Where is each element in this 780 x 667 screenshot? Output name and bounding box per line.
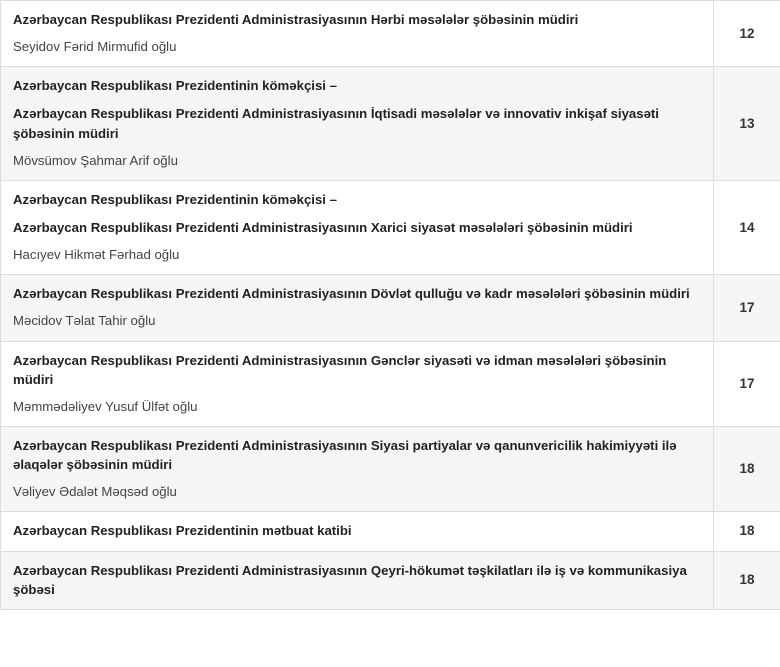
position-cell-content — [13, 436, 701, 501]
rank-number-cell: 18 — [714, 426, 780, 511]
person-name: Məmmədəliyev Yusuf Ülfət oğlu — [13, 398, 198, 414]
position-title: Azərbaycan Respublikası Prezidenti Administrasiyasının Dövlət qulluğu və kadr məsələləri şöbəsinin müdiri — [13, 286, 690, 302]
person-name: Seyidov Fərid Mirmufid oğlu — [13, 39, 177, 55]
position-title: Azərbaycan Respublikası Prezidentinin mətbuat katibi — [13, 523, 352, 539]
table-row — [1, 426, 780, 511]
person-name: Mövsümov Şahmar Arif oğlu — [13, 152, 178, 168]
position-cell — [1, 426, 714, 511]
table-row — [1, 551, 780, 609]
positions-table-body — [1, 1, 780, 610]
position-cell-content — [13, 521, 701, 540]
position-title: Azərbaycan Respublikası Prezidenti Administrasiyasının Xarici siyasət məsələləri şöbəsinin müdiri — [13, 219, 633, 235]
position-cell — [1, 180, 714, 274]
rank-number-cell: 17 — [714, 341, 780, 426]
position-cell — [1, 341, 714, 426]
position-cell-content — [13, 561, 701, 599]
position-cell-content — [13, 284, 701, 330]
position-cell-content — [13, 351, 701, 416]
table-row — [1, 341, 780, 426]
table-row — [1, 1, 780, 67]
table-row — [1, 512, 780, 551]
position-title: Azərbaycan Respublikası Prezidenti Administrasiyasının Qeyri-hökumət təşkilatları ilə iş və kommunikasiya şöbəsi — [13, 562, 687, 597]
position-title: Azərbaycan Respublikası Prezidentinin köməkçisi – — [13, 78, 337, 94]
position-cell — [1, 551, 714, 609]
rank-number-cell: 14 — [714, 180, 780, 274]
rank-number-cell: 18 — [714, 512, 780, 551]
person-name: Hacıyev Hikmət Fərhad oğlu — [13, 247, 180, 263]
rank-number-cell: 17 — [714, 275, 780, 341]
position-title: Azərbaycan Respublikası Prezidenti Administrasiyasının Siyasi partiyalar və qanunvericilik hakimiyyəti ilə əlaqələr şöbəsinin müdiri — [13, 437, 677, 473]
position-cell-content — [13, 76, 701, 170]
position-title: Azərbaycan Respublikası Prezidenti Administrasiyasının İqtisadi məsələlər və innovativ inkişaf siyasəti şöbəsinin müdiri — [13, 106, 659, 141]
position-title: Azərbaycan Respublikası Prezidentinin köməkçisi – — [13, 191, 337, 207]
table-row — [1, 67, 780, 181]
position-cell — [1, 512, 714, 551]
position-cell-content — [13, 190, 701, 264]
person-name: Vəliyev Ədalət Məqsəd oğlu — [13, 484, 177, 500]
position-cell — [1, 67, 714, 181]
table-row — [1, 180, 780, 274]
position-cell-content — [13, 10, 701, 56]
position-title: Azərbaycan Respublikası Prezidenti Administrasiyasının Gənclər siyasəti və idman məsələləri şöbəsinin müdiri — [13, 352, 667, 387]
rank-number-cell: 18 — [714, 551, 780, 609]
rank-number-cell: 12 — [714, 1, 780, 67]
position-title: Azərbaycan Respublikası Prezidenti Administrasiyasının Hərbi məsələlər şöbəsinin müdiri — [13, 12, 579, 27]
rank-number-cell: 13 — [714, 67, 780, 181]
table-row — [1, 275, 780, 341]
person-name: Məcidov Təlat Tahir oğlu — [13, 313, 156, 329]
position-cell — [1, 275, 714, 341]
position-cell — [1, 1, 714, 67]
